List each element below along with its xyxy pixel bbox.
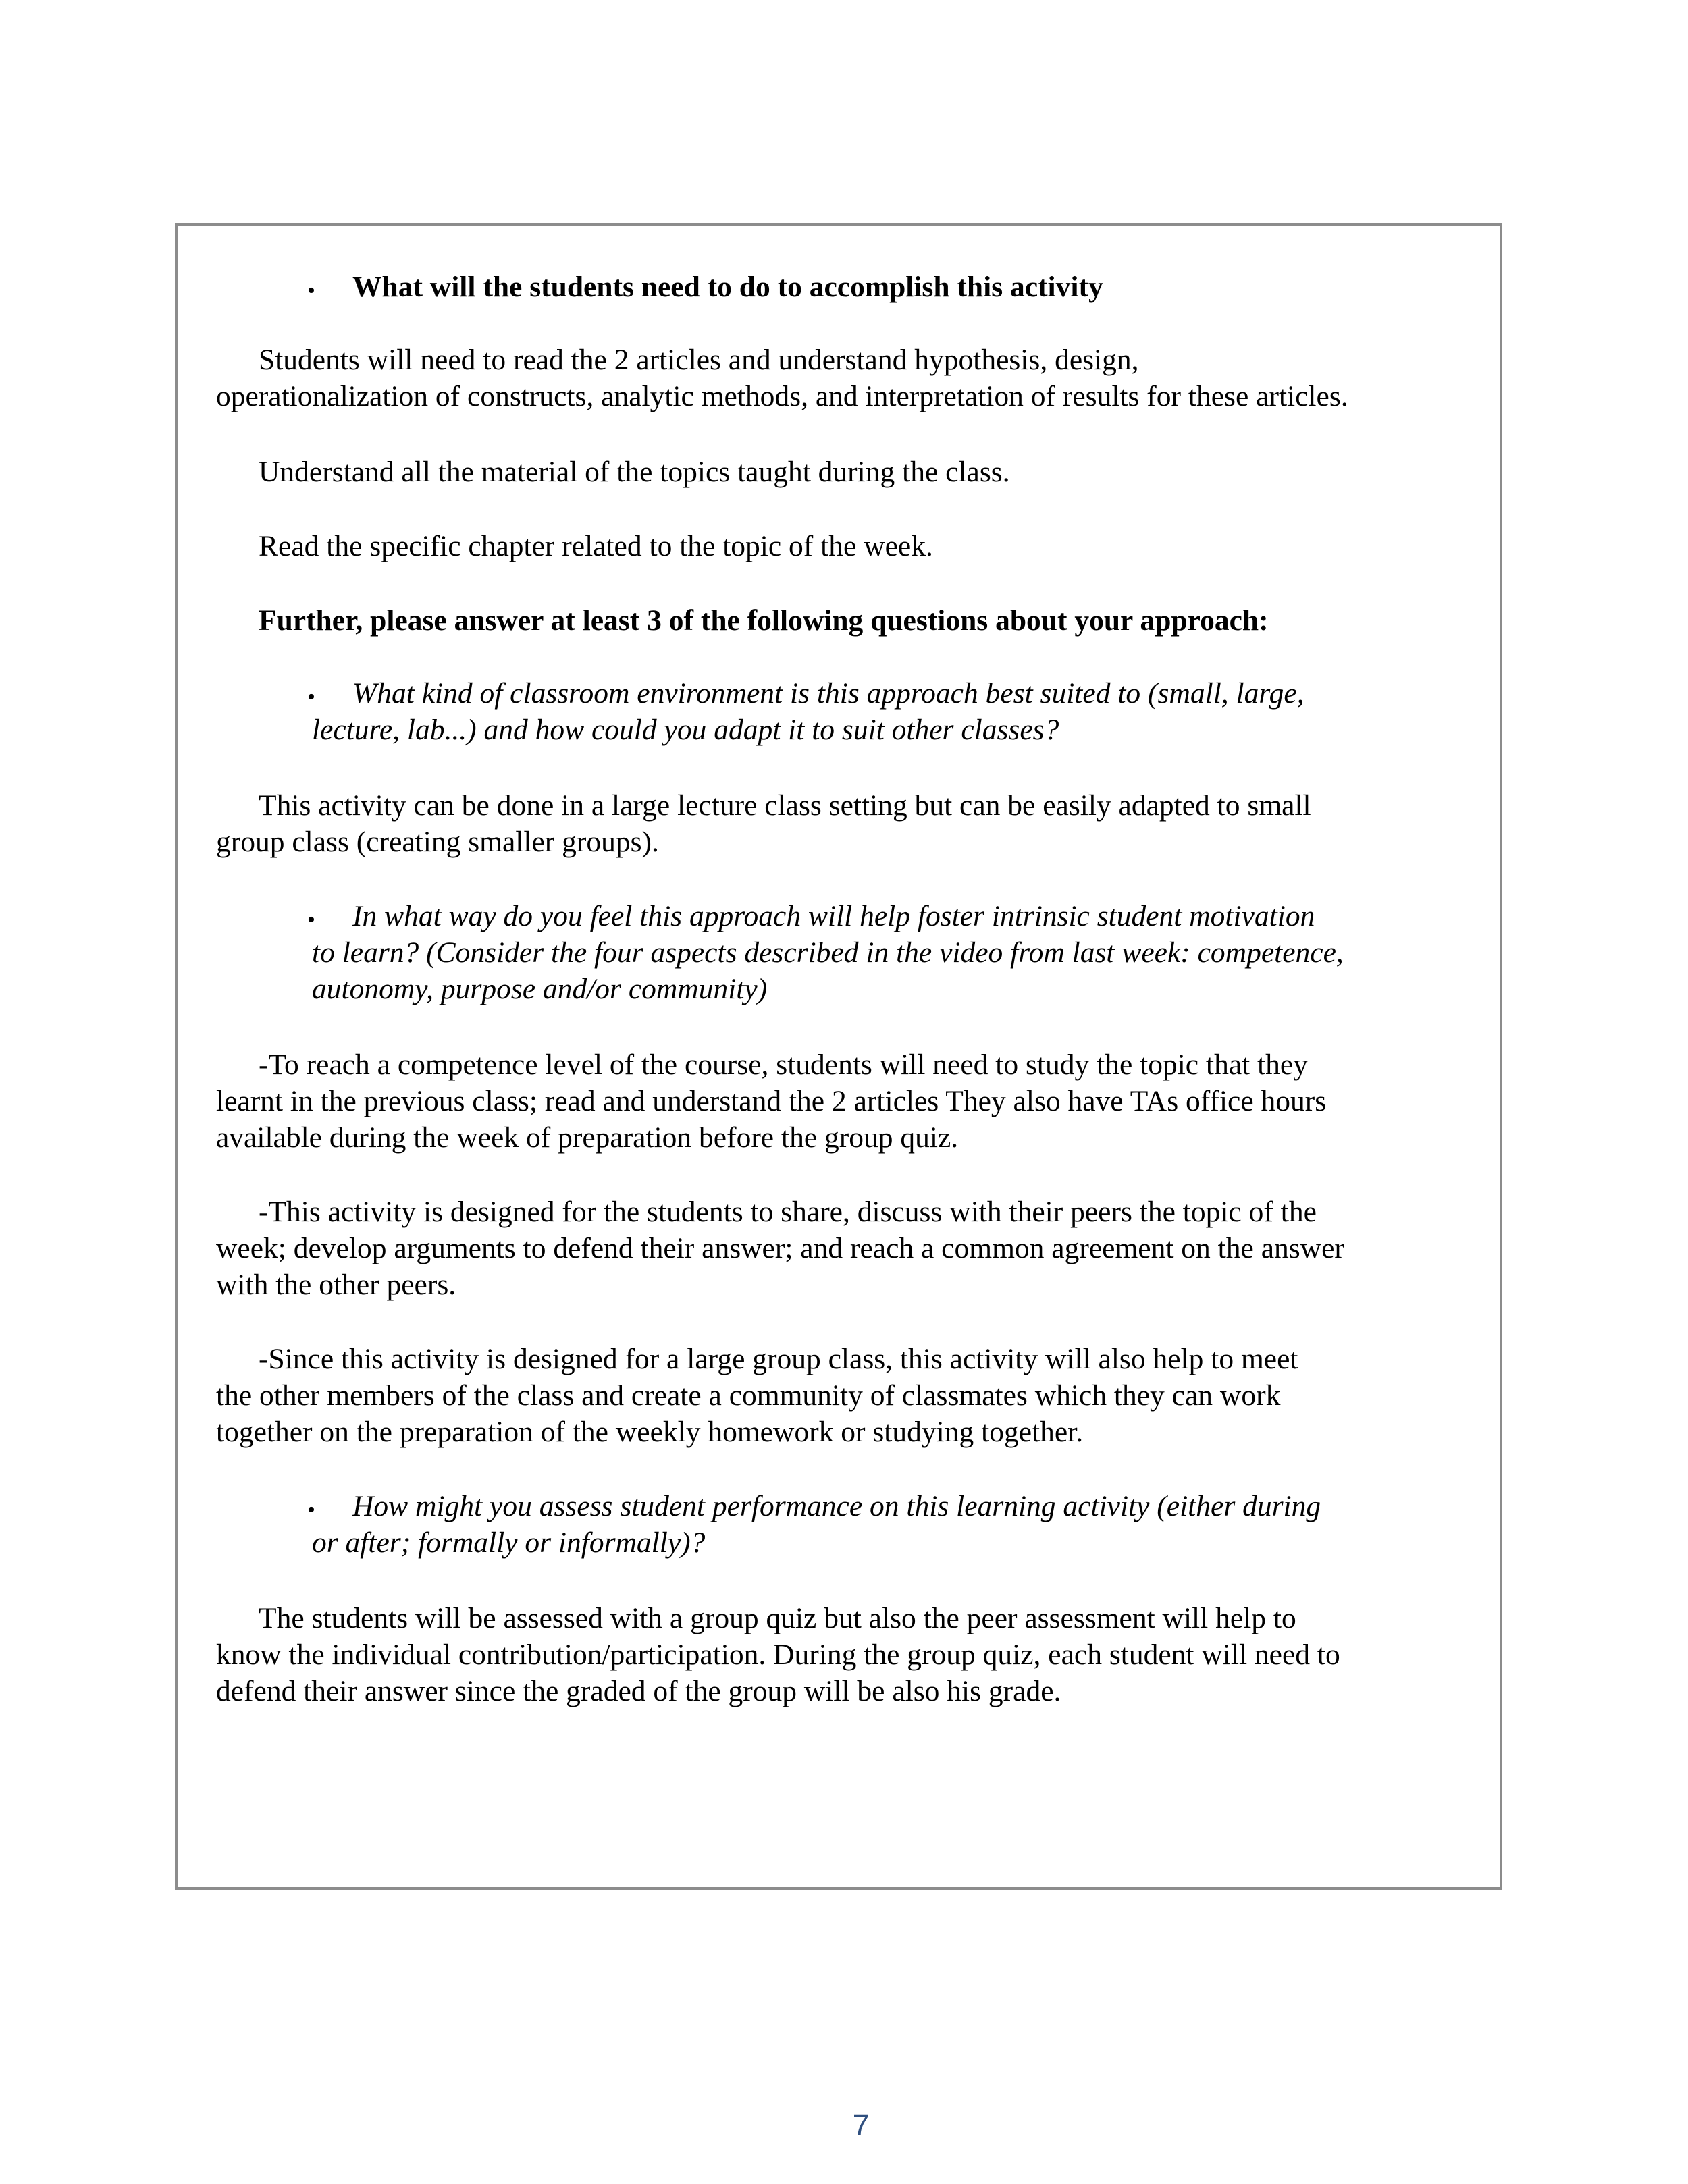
share-line-3: with the other peers. xyxy=(216,1269,456,1301)
question-2-bullet: • xyxy=(307,907,315,932)
answer-3-line-3: defend their answer since the graded of the group will be also his grade. xyxy=(216,1675,1061,1707)
question-3-line-1: How might you assess student performance on this learning activity (either during xyxy=(352,1490,1321,1522)
community-line-1: -Since this activity is designed for a large group class, this activity will also help to meet xyxy=(259,1343,1298,1375)
question-2-line-1: In what way do you feel this approach will help foster intrinsic student motivation xyxy=(352,900,1315,932)
question-2-line-3: autonomy, purpose and/or community) xyxy=(312,973,768,1005)
section-heading: What will the students need to do to accomplish this activity xyxy=(352,271,1103,303)
intro-line-1: Students will need to read the 2 articles and understand hypothesis, design, xyxy=(259,344,1139,376)
further-heading: Further, please answer at least 3 of the following questions about your approach: xyxy=(259,604,1269,637)
answer-1-line-1: This activity can be done in a large lecture class setting but can be easily adapted to small xyxy=(259,789,1311,822)
intro-line-2: operationalization of constructs, analytic methods, and interpretation of results for these articles. xyxy=(216,380,1348,412)
question-2-line-2: to learn? (Consider the four aspects described in the video from last week: competence, xyxy=(312,936,1344,969)
answer-1-line-2: group class (creating smaller groups). xyxy=(216,826,659,858)
community-line-3: together on the preparation of the weekly homework or studying together. xyxy=(216,1416,1084,1448)
competence-line-2: learnt in the previous class; read and understand the 2 articles They also have TAs office hours xyxy=(216,1085,1327,1117)
heading-bullet: • xyxy=(307,278,315,303)
understand-material-line: Understand all the material of the topics taught during the class. xyxy=(259,456,1010,488)
community-line-2: the other members of the class and create a community of classmates which they can work xyxy=(216,1379,1281,1412)
question-1-bullet: • xyxy=(307,685,315,710)
competence-line-1: -To reach a competence level of the course, students will need to study the topic that they xyxy=(259,1048,1308,1081)
share-line-2: week; develop arguments to defend their answer; and reach a common agreement on the answer xyxy=(216,1232,1344,1264)
answer-3-line-2: know the individual contribution/participation. During the group quiz, each student will need to xyxy=(216,1639,1340,1671)
question-1-line-2: lecture, lab...) and how could you adapt it to suit other classes? xyxy=(312,714,1059,746)
read-chapter-line: Read the specific chapter related to the topic of the week. xyxy=(259,530,933,562)
competence-line-3: available during the week of preparation before the group quiz. xyxy=(216,1121,959,1154)
share-line-1: -This activity is designed for the students to share, discuss with their peers the topic of the xyxy=(259,1196,1317,1228)
page-number: 7 xyxy=(852,2109,870,2142)
question-1-line-1: What kind of classroom environment is this approach best suited to (small, large, xyxy=(352,677,1304,710)
answer-3-line-1: The students will be assessed with a group quiz but also the peer assessment will help to xyxy=(259,1602,1296,1634)
question-3-bullet: • xyxy=(307,1497,315,1522)
question-3-line-2: or after; formally or informally)? xyxy=(312,1526,706,1559)
